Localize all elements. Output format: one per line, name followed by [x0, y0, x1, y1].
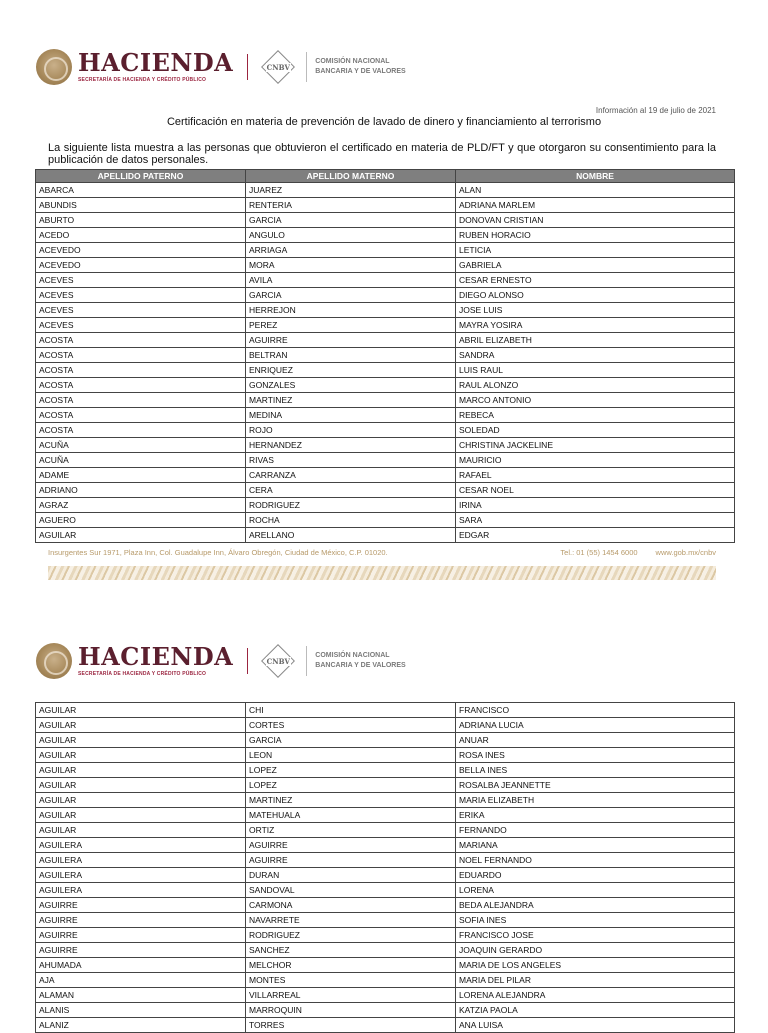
cell-nombre: MAYRA YOSIRA — [456, 318, 735, 333]
cell-apellido-materno: AGUIRRE — [246, 853, 456, 868]
logo-divider-2 — [306, 52, 307, 82]
cell-apellido-paterno: ACUÑA — [36, 438, 246, 453]
cell-apellido-materno: MORA — [246, 258, 456, 273]
cell-apellido-materno: ARELLANO — [246, 528, 456, 543]
cell-nombre: EDGAR — [456, 528, 735, 543]
cell-nombre: SOLEDAD — [456, 423, 735, 438]
column-header-apellido-paterno: APELLIDO PATERNO — [36, 170, 246, 183]
cell-apellido-materno: HERNANDEZ — [246, 438, 456, 453]
cell-nombre: SARA — [456, 513, 735, 528]
table-row — [36, 363, 735, 378]
cell-apellido-paterno: AGUILERA — [36, 883, 246, 898]
cell-nombre: ROSALBA JEANNETTE — [456, 778, 735, 793]
table-row — [36, 528, 735, 543]
cell-nombre: RAUL ALONZO — [456, 378, 735, 393]
cell-apellido-paterno: AGUIRRE — [36, 898, 246, 913]
cell-apellido-materno: MARTINEZ — [246, 393, 456, 408]
cell-nombre: EDUARDO — [456, 868, 735, 883]
cell-apellido-materno: ARRIAGA — [246, 243, 456, 258]
cell-apellido-materno: VILLARREAL — [246, 988, 456, 1003]
logo-divider-2 — [306, 646, 307, 676]
cell-nombre: LUIS RAUL — [456, 363, 735, 378]
logo-divider — [247, 54, 248, 80]
cell-apellido-paterno: AGUILERA — [36, 853, 246, 868]
table-row — [36, 198, 735, 213]
cell-apellido-materno: ENRIQUEZ — [246, 363, 456, 378]
table-row — [36, 498, 735, 513]
hacienda-logo — [78, 642, 234, 677]
page-header — [36, 640, 406, 682]
cnbv-name — [315, 57, 405, 77]
cell-apellido-materno: TORRES — [246, 1018, 456, 1033]
table-header-row — [36, 170, 735, 183]
cell-apellido-paterno: ACEVES — [36, 303, 246, 318]
cnbv-name-line1: COMISIÓN NACIONAL — [315, 652, 390, 659]
cell-apellido-paterno: ADAME — [36, 468, 246, 483]
cell-apellido-materno: MARTINEZ — [246, 793, 456, 808]
table-row — [36, 243, 735, 258]
cell-nombre: SOFIA INES — [456, 913, 735, 928]
cell-apellido-materno: BELTRAN — [246, 348, 456, 363]
cell-nombre: JOSE LUIS — [456, 303, 735, 318]
logo-divider — [247, 648, 248, 674]
table-row — [36, 213, 735, 228]
cell-nombre: ANUAR — [456, 733, 735, 748]
cell-nombre: CHRISTINA JACKELINE — [456, 438, 735, 453]
cell-apellido-materno: MARROQUIN — [246, 1003, 456, 1018]
cell-apellido-materno: CARRANZA — [246, 468, 456, 483]
cell-apellido-materno: LEON — [246, 748, 456, 763]
table-row — [36, 793, 735, 808]
brand-subtitle: SECRETARÍA DE HACIENDA Y CRÉDITO PÚBLICO — [78, 77, 207, 83]
cell-nombre: IRINA — [456, 498, 735, 513]
intro-paragraph: La siguiente lista muestra a las personas que obtuvieron el certificado en materia de PLD/FT y que otorgaron su consentimiento para la publicación de datos personales. — [48, 142, 716, 166]
table-row — [36, 988, 735, 1003]
cell-apellido-materno: AGUIRRE — [246, 838, 456, 853]
cell-apellido-materno: CHI — [246, 703, 456, 718]
table-row — [36, 778, 735, 793]
cell-apellido-paterno: AGUERO — [36, 513, 246, 528]
table-row — [36, 288, 735, 303]
brand-name: HACIENDA — [78, 642, 234, 671]
cell-nombre: CESAR ERNESTO — [456, 273, 735, 288]
cell-apellido-paterno: AGUILAR — [36, 733, 246, 748]
cell-apellido-materno: ANGULO — [246, 228, 456, 243]
cell-apellido-materno: CARMONA — [246, 898, 456, 913]
cell-nombre: ALAN — [456, 183, 735, 198]
cell-apellido-paterno: ACEVES — [36, 318, 246, 333]
cell-nombre: REBECA — [456, 408, 735, 423]
cnbv-name — [315, 651, 405, 671]
cell-apellido-paterno: ACOSTA — [36, 423, 246, 438]
certified-persons-table — [35, 169, 735, 543]
cell-apellido-paterno: ALANIZ — [36, 1018, 246, 1033]
cell-apellido-paterno: AGUIRRE — [36, 913, 246, 928]
cell-apellido-paterno: ABARCA — [36, 183, 246, 198]
footer-url: www.gob.mx/cnbv — [655, 548, 716, 557]
cell-nombre: MARIA DE LOS ANGELES — [456, 958, 735, 973]
cell-apellido-materno: PEREZ — [246, 318, 456, 333]
cell-nombre: MARCO ANTONIO — [456, 393, 735, 408]
cell-apellido-paterno: ACUÑA — [36, 453, 246, 468]
table-row — [36, 838, 735, 853]
cell-apellido-paterno: ACEVEDO — [36, 258, 246, 273]
cell-nombre: MARIA ELIZABETH — [456, 793, 735, 808]
cell-apellido-paterno: ABUNDIS — [36, 198, 246, 213]
decorative-pattern-band — [48, 566, 716, 580]
cell-apellido-paterno: AGUILAR — [36, 808, 246, 823]
cell-nombre: ABRIL ELIZABETH — [456, 333, 735, 348]
table-row — [36, 513, 735, 528]
table-row — [36, 868, 735, 883]
cell-nombre: MAURICIO — [456, 453, 735, 468]
cell-apellido-materno: AGUIRRE — [246, 333, 456, 348]
cell-nombre: KATZIA PAOLA — [456, 1003, 735, 1018]
cell-apellido-materno: DURAN — [246, 868, 456, 883]
cell-nombre: NOEL FERNANDO — [456, 853, 735, 868]
cell-apellido-paterno: ACEVEDO — [36, 243, 246, 258]
cell-apellido-paterno: AGUILAR — [36, 718, 246, 733]
table-row — [36, 378, 735, 393]
cell-apellido-materno: LOPEZ — [246, 778, 456, 793]
cell-apellido-materno: HERREJON — [246, 303, 456, 318]
cnbv-logo-icon: CNBV — [260, 54, 296, 80]
brand-subtitle: SECRETARÍA DE HACIENDA Y CRÉDITO PÚBLICO — [78, 671, 207, 677]
page-header — [36, 46, 406, 88]
cell-nombre: ADRIANA MARLEM — [456, 198, 735, 213]
table-row — [36, 808, 735, 823]
table-row — [36, 913, 735, 928]
cell-nombre: RUBEN HORACIO — [456, 228, 735, 243]
table-row — [36, 1018, 735, 1033]
cell-apellido-paterno: ACOSTA — [36, 393, 246, 408]
cell-apellido-materno: NAVARRETE — [246, 913, 456, 928]
table-row — [36, 393, 735, 408]
cnbv-name-line1: COMISIÓN NACIONAL — [315, 58, 390, 65]
page-gap — [0, 592, 768, 600]
cell-apellido-paterno: AGUILAR — [36, 793, 246, 808]
coat-of-arms-icon — [36, 643, 72, 679]
table-row — [36, 718, 735, 733]
cell-apellido-materno: GONZALES — [246, 378, 456, 393]
table-row — [36, 703, 735, 718]
cell-apellido-paterno: AHUMADA — [36, 958, 246, 973]
table-row — [36, 763, 735, 778]
cell-apellido-paterno: AJA — [36, 973, 246, 988]
hacienda-logo — [78, 48, 234, 83]
table-row — [36, 303, 735, 318]
cell-apellido-paterno: ACOSTA — [36, 348, 246, 363]
cell-apellido-materno: CERA — [246, 483, 456, 498]
cell-apellido-materno: RODRIGUEZ — [246, 498, 456, 513]
cell-apellido-materno: GARCIA — [246, 213, 456, 228]
cell-nombre: FRANCISCO — [456, 703, 735, 718]
cell-nombre: GABRIELA — [456, 258, 735, 273]
table-row — [36, 228, 735, 243]
cell-apellido-paterno: ACEVES — [36, 273, 246, 288]
cell-apellido-paterno: ADRIANO — [36, 483, 246, 498]
table-row — [36, 883, 735, 898]
cell-apellido-paterno: ACEVES — [36, 288, 246, 303]
table-row — [36, 258, 735, 273]
cell-nombre: LORENA — [456, 883, 735, 898]
cell-apellido-paterno: ALANIS — [36, 1003, 246, 1018]
cell-apellido-materno: RODRIGUEZ — [246, 928, 456, 943]
cell-nombre: JOAQUIN GERARDO — [456, 943, 735, 958]
table-row — [36, 483, 735, 498]
info-date: Información al 19 de julio de 2021 — [595, 106, 716, 115]
table-row — [36, 318, 735, 333]
table-row — [36, 898, 735, 913]
cell-apellido-paterno: ACOSTA — [36, 333, 246, 348]
cell-apellido-materno: MELCHOR — [246, 958, 456, 973]
cell-apellido-paterno: AGUILAR — [36, 763, 246, 778]
table-row — [36, 453, 735, 468]
cell-apellido-materno: CORTES — [246, 718, 456, 733]
cell-apellido-paterno: AGUILERA — [36, 838, 246, 853]
table-row — [36, 333, 735, 348]
cell-apellido-materno: MEDINA — [246, 408, 456, 423]
cell-apellido-materno: SANCHEZ — [246, 943, 456, 958]
cell-apellido-paterno: ALAMAN — [36, 988, 246, 1003]
table-row — [36, 853, 735, 868]
cell-nombre: ADRIANA LUCIA — [456, 718, 735, 733]
cell-apellido-materno: JUAREZ — [246, 183, 456, 198]
table-row — [36, 733, 735, 748]
cell-nombre: RAFAEL — [456, 468, 735, 483]
cnbv-name-line2: BANCARIA Y DE VALORES — [315, 662, 406, 669]
column-header-nombre: NOMBRE — [456, 170, 735, 183]
cell-nombre: BEDA ALEJANDRA — [456, 898, 735, 913]
cell-apellido-materno: ROJO — [246, 423, 456, 438]
cell-nombre: MARIANA — [456, 838, 735, 853]
coat-of-arms-icon — [36, 49, 72, 85]
table-row — [36, 183, 735, 198]
cell-apellido-materno: ROCHA — [246, 513, 456, 528]
table-row — [36, 1003, 735, 1018]
cell-apellido-materno: RIVAS — [246, 453, 456, 468]
cell-apellido-paterno: AGUILAR — [36, 703, 246, 718]
cell-nombre: CESAR NOEL — [456, 483, 735, 498]
cell-apellido-materno: ORTIZ — [246, 823, 456, 838]
cell-nombre: DIEGO ALONSO — [456, 288, 735, 303]
cell-apellido-paterno: AGUILAR — [36, 823, 246, 838]
cell-nombre: ROSA INES — [456, 748, 735, 763]
cell-apellido-paterno: AGUIRRE — [36, 928, 246, 943]
table-row — [36, 438, 735, 453]
cell-nombre: DONOVAN CRISTIAN — [456, 213, 735, 228]
cell-apellido-materno: MATEHUALA — [246, 808, 456, 823]
footer-address: Insurgentes Sur 1971, Plaza Inn, Col. Guadalupe Inn, Álvaro Obregón, Ciudad de México, C.P. 01020. — [48, 548, 388, 557]
cnbv-name-line2: BANCARIA Y DE VALORES — [315, 68, 406, 75]
cell-apellido-paterno: ACEDO — [36, 228, 246, 243]
cell-apellido-materno: SANDOVAL — [246, 883, 456, 898]
cell-apellido-materno: GARCIA — [246, 733, 456, 748]
cell-nombre: SANDRA — [456, 348, 735, 363]
cell-nombre: ERIKA — [456, 808, 735, 823]
document-title: Certificación en materia de prevención de lavado de dinero y financiamiento al terrorismo — [166, 116, 602, 128]
cell-apellido-paterno: AGUILERA — [36, 868, 246, 883]
column-header-apellido-materno: APELLIDO MATERNO — [246, 170, 456, 183]
cell-apellido-paterno: ACOSTA — [36, 363, 246, 378]
cell-apellido-paterno: AGUILAR — [36, 748, 246, 763]
cell-apellido-paterno: ACOSTA — [36, 408, 246, 423]
table-row — [36, 748, 735, 763]
certified-persons-table-continued — [35, 702, 735, 1033]
footer-phone: Tel.: 01 (55) 1454 6000 — [560, 548, 638, 557]
cell-nombre: LETICIA — [456, 243, 735, 258]
table-row — [36, 273, 735, 288]
table-row — [36, 348, 735, 363]
table-row — [36, 408, 735, 423]
cell-apellido-materno: LOPEZ — [246, 763, 456, 778]
table-row — [36, 973, 735, 988]
cell-apellido-paterno: AGRAZ — [36, 498, 246, 513]
cell-nombre: FERNANDO — [456, 823, 735, 838]
cell-apellido-paterno: ACOSTA — [36, 378, 246, 393]
table-row — [36, 823, 735, 838]
table-row — [36, 928, 735, 943]
table-row — [36, 958, 735, 973]
cell-apellido-paterno: AGUIRRE — [36, 943, 246, 958]
cell-apellido-materno: RENTERIA — [246, 198, 456, 213]
table-row — [36, 943, 735, 958]
cell-apellido-paterno: ABURTO — [36, 213, 246, 228]
cell-nombre: MARIA DEL PILAR — [456, 973, 735, 988]
cell-nombre: BELLA INES — [456, 763, 735, 778]
cell-nombre: LORENA ALEJANDRA — [456, 988, 735, 1003]
page-footer — [48, 548, 716, 557]
cell-apellido-materno: MONTES — [246, 973, 456, 988]
cell-apellido-materno: AVILA — [246, 273, 456, 288]
cnbv-logo-icon: CNBV — [260, 648, 296, 674]
cell-apellido-materno: GARCIA — [246, 288, 456, 303]
cell-apellido-paterno: AGUILAR — [36, 528, 246, 543]
cell-nombre: FRANCISCO JOSE — [456, 928, 735, 943]
cell-nombre: ANA LUISA — [456, 1018, 735, 1033]
table-row — [36, 468, 735, 483]
brand-name: HACIENDA — [78, 48, 234, 77]
cell-apellido-paterno: AGUILAR — [36, 778, 246, 793]
table-row — [36, 423, 735, 438]
